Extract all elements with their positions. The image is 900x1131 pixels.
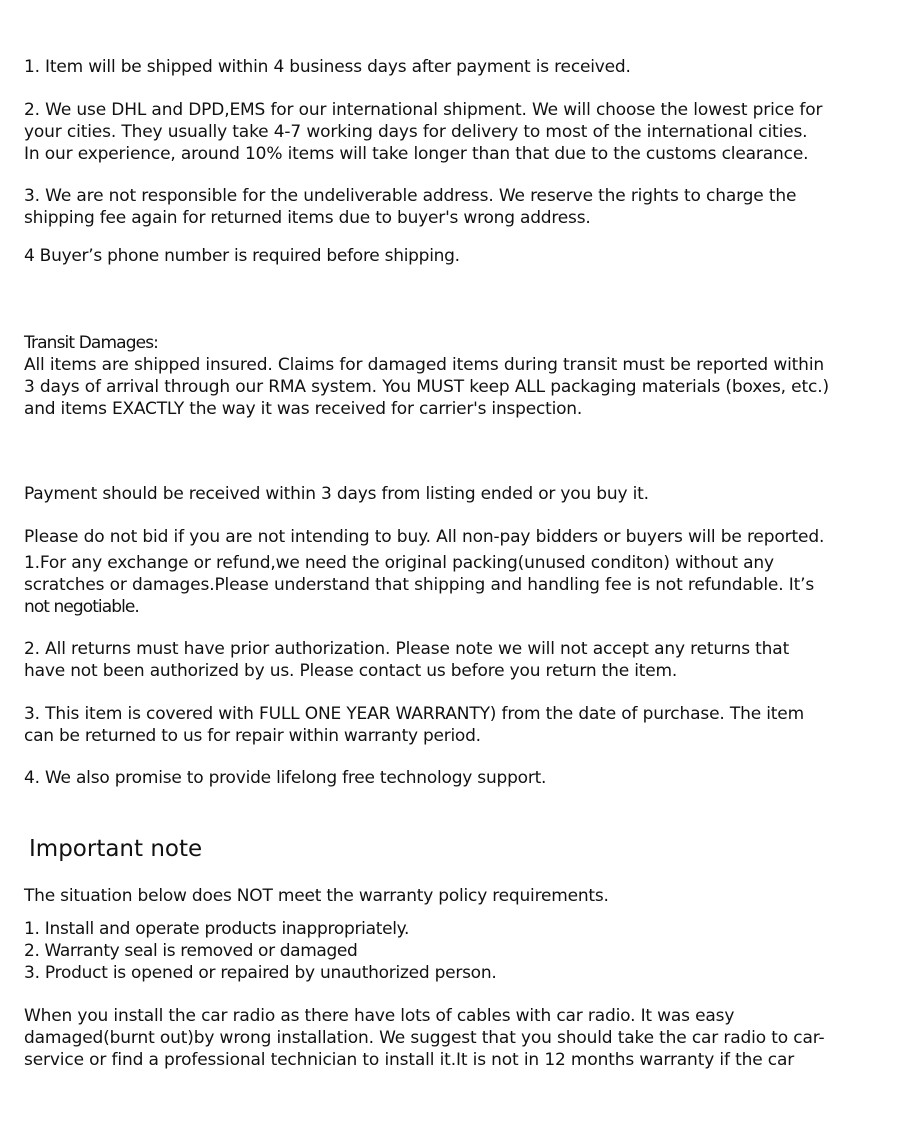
- text-line: and items EXACTLY the way it was received for carrier's inspection.: [24, 399, 583, 419]
- text-line: 3. We are not responsible for the undeliverable address. We reserve the rights to charge the: [24, 186, 797, 206]
- important-note-heading: Important note: [29, 836, 203, 862]
- text-line: 2. We use DHL and DPD,EMS for our international shipment. We will choose the lowest price for: [24, 100, 823, 120]
- installation-note: [24, 1005, 884, 1071]
- text-line: The situation below does NOT meet the warranty policy requirements.: [24, 886, 609, 906]
- text-line: 3 days of arrival through our RMA system. You MUST keep ALL packaging materials (boxes, etc.): [24, 377, 829, 397]
- returns-paragraph-1: [24, 552, 884, 618]
- text-line: 1.For any exchange or refund,we need the original packing(unused conditon) without any: [24, 553, 774, 573]
- list-item: 3. Product is opened or repaired by unauthorized person.: [24, 963, 497, 983]
- payment-paragraph-2: [24, 526, 884, 548]
- warranty-exclusion-list: [24, 918, 884, 984]
- text-line: Payment should be received within 3 days from listing ended or you buy it.: [24, 484, 649, 504]
- text-line: service or find a professional technician to install it.It is not in 12 months warranty if the car: [24, 1050, 795, 1070]
- transit-damages-section: [24, 332, 884, 420]
- text-line: have not been authorized by us. Please contact us before you return the item.: [24, 661, 678, 681]
- text-line: 1. Item will be shipped within 4 business days after payment is received.: [24, 57, 631, 77]
- returns-paragraph-3: [24, 703, 884, 747]
- text-line: All items are shipped insured. Claims for damaged items during transit must be reported within: [24, 355, 825, 375]
- shipping-paragraph-1: [24, 56, 884, 78]
- text-line: 3. This item is covered with FULL ONE YEAR WARRANTY) from the date of purchase. The item: [24, 704, 805, 724]
- transit-damages-title: Transit Damages:: [24, 333, 159, 353]
- text-line: Please do not bid if you are not intending to buy. All non-pay bidders or buyers will be reported.: [24, 527, 825, 547]
- list-item: 2. Warranty seal is removed or damaged: [24, 941, 358, 961]
- returns-paragraph-2: [24, 638, 884, 682]
- text-line: 2. All returns must have prior authorization. Please note we will not accept any returns that: [24, 639, 790, 659]
- shipping-paragraph-2: [24, 99, 884, 165]
- text-line: scratches or damages.Please understand that shipping and handling fee is not refundable. It’s: [24, 575, 815, 595]
- payment-paragraph-1: [24, 483, 884, 505]
- text-line: When you install the car radio as there have lots of cables with car radio. It was easy: [24, 1006, 735, 1026]
- text-line: not negotiable.: [24, 597, 139, 617]
- text-line: In our experience, around 10% items will take longer than that due to the customs clearance.: [24, 144, 809, 164]
- returns-paragraph-4: [24, 767, 884, 789]
- text-line: your cities. They usually take 4-7 working days for delivery to most of the international cities.: [24, 122, 808, 142]
- text-line: can be returned to us for repair within warranty period.: [24, 726, 481, 746]
- shipping-paragraph-3: [24, 185, 884, 229]
- text-line: 4 Buyer’s phone number is required before shipping.: [24, 246, 460, 266]
- text-line: 4. We also promise to provide lifelong free technology support.: [24, 768, 547, 788]
- warranty-intro: [24, 885, 884, 907]
- shipping-paragraph-4: [24, 245, 884, 267]
- list-item: 1. Install and operate products inappropriately.: [24, 919, 410, 939]
- text-line: shipping fee again for returned items due to buyer's wrong address.: [24, 208, 591, 228]
- text-line: damaged(burnt out)by wrong installation. We suggest that you should take the car radio to car-: [24, 1028, 825, 1048]
